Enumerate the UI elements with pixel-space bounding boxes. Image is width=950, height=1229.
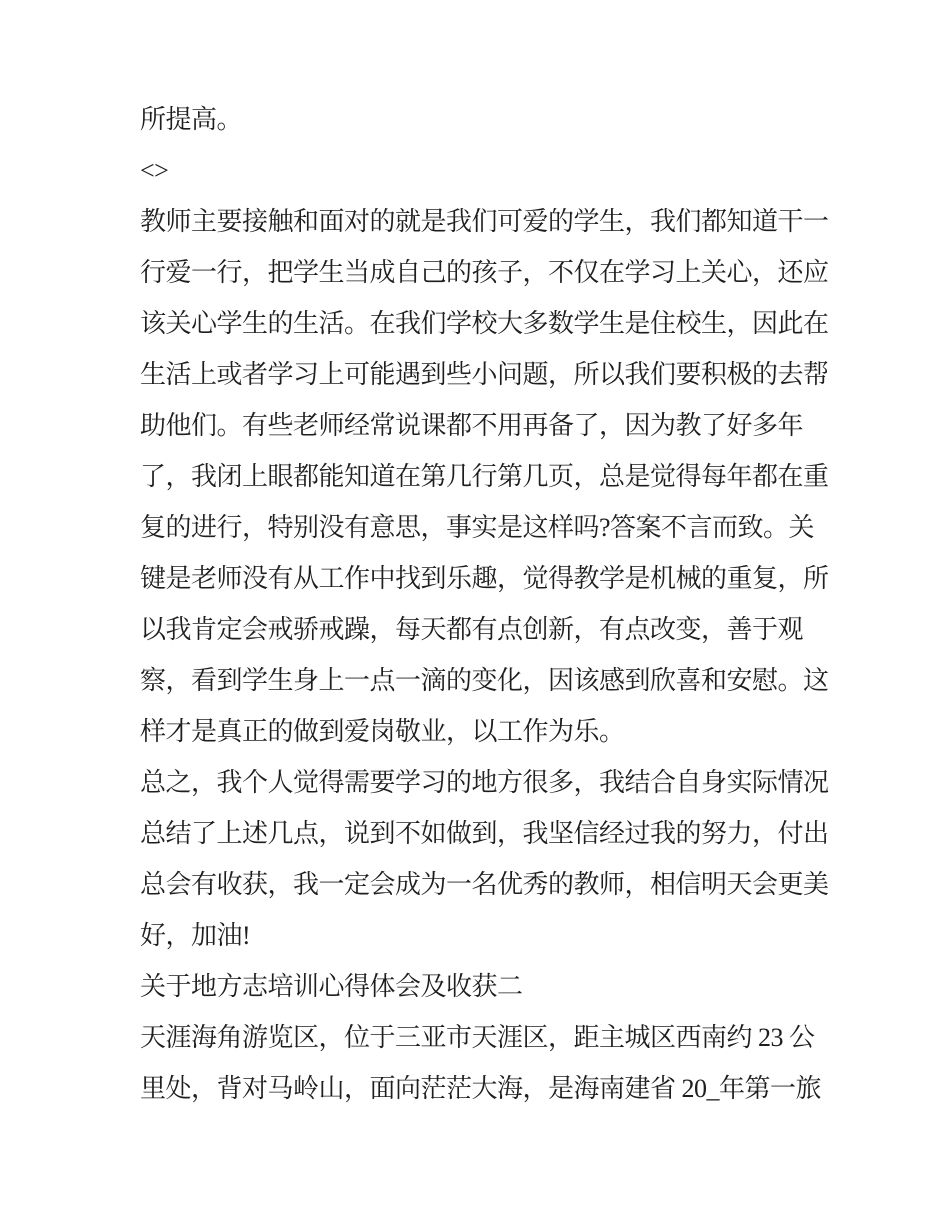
text-line: 行爱一行，把学生当成自己的孩子，不仅在学习上关心，还应 [140,258,829,287]
text-line: 以我肯定会戒骄戒躁，每天都有点创新，有点改变，善于观 [140,615,804,644]
text-line: 里处，背对马岭山，面向茫茫大海，是海南建省 20_年第一旅 [140,1074,822,1103]
text-line: 该关心学生的生活。在我们学校大多数学生是住校生，因此在 [140,309,829,338]
text-line: 复的进行，特别没有意思，事实是这样吗?答案不言而致。关 [140,513,815,542]
text-line: 总结了上述几点，说到不如做到，我坚信经过我的努力，付出 [140,819,829,848]
text-line: 总会有收获，我一定会成为一名优秀的教师，相信明天会更美 [140,870,829,899]
text-line: 总之，我个人觉得需要学习的地方很多，我结合自身实际情况 [140,768,829,797]
placeholder-marker-line: <> [140,156,169,185]
text-line: 助他们。有些老师经常说课都不用再备了，因为教了好多年 [140,411,804,440]
text-line: 好，加油! [140,921,251,950]
text-line: 天涯海角游览区，位于三亚市天涯区，距主城区西南约 23 公 [140,1023,815,1052]
text-line: 了，我闭上眼都能知道在第几行第几页，总是觉得每年都在重 [140,462,829,491]
text-line: 样才是真正的做到爱岗敬业，以工作为乐。 [140,717,625,746]
text-line: 生活上或者学习上可能遇到些小问题，所以我们要积极的去帮 [140,360,829,389]
text-line: 教师主要接触和面对的就是我们可爱的学生，我们都知道干一 [140,207,829,236]
text-line: 察，看到学生身上一点一滴的变化，因该感到欣喜和安慰。这 [140,666,829,695]
text-line: 键是老师没有从工作中找到乐趣，觉得教学是机械的重复，所 [140,564,829,593]
text-line: 所提高。 [140,105,243,134]
section-title-line: 关于地方志培训心得体会及收获二 [140,972,523,1001]
document-text-column [140,94,830,1114]
